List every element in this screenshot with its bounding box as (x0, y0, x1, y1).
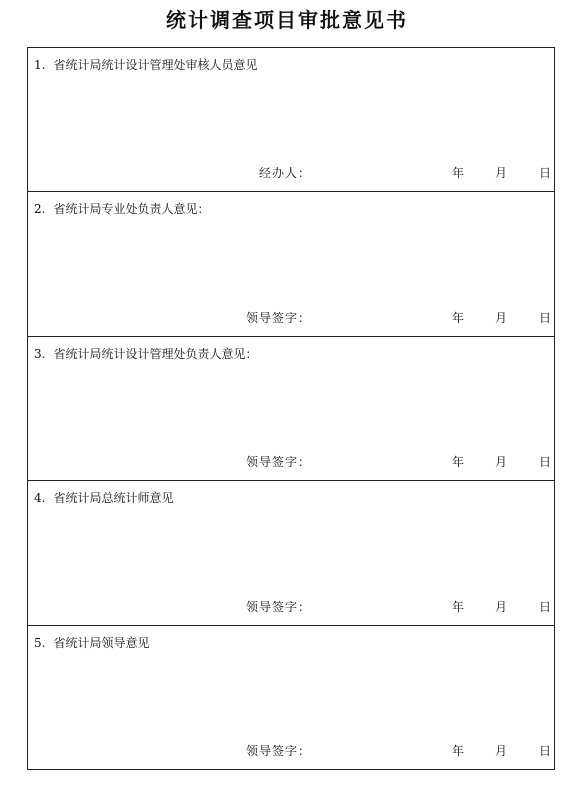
date-day-label: 日 (539, 310, 552, 325)
date-year-label: 年 (452, 744, 465, 759)
signer-label: 领导签字： (245, 599, 311, 614)
opinion-section-chief-statistician (28, 481, 554, 625)
section-heading-text: 省统计局专业处负责人意见： (53, 202, 210, 217)
opinion-section-bureau-leader (28, 626, 554, 769)
section-heading-text: 省统计局统计设计管理处负责人意见： (53, 346, 258, 361)
signature-row (28, 454, 554, 470)
section-heading-text: 省统计局总统计师意见 (53, 491, 174, 506)
section-number: 3. (34, 346, 46, 361)
date-day-label: 日 (539, 744, 552, 759)
section-heading-text: 省统计局领导意见 (53, 635, 150, 650)
date-month-label: 月 (495, 310, 508, 325)
date-year-label: 年 (452, 455, 465, 470)
opinion-section-design-reviewer (28, 48, 554, 192)
section-heading (34, 201, 209, 217)
section-heading (34, 635, 149, 651)
section-number: 1. (34, 58, 46, 72)
date-month-label: 月 (495, 744, 508, 759)
section-heading-text: 省统计局统计设计管理处审核人员意见 (53, 58, 258, 72)
date-year-label: 年 (452, 599, 465, 614)
date-day-label: 日 (539, 166, 552, 181)
signer-label: 领导签字： (245, 455, 311, 470)
section-number: 2. (34, 202, 46, 217)
signer-label: 领导签字： (245, 744, 311, 759)
signature-row (28, 310, 554, 326)
approval-form-table (27, 47, 555, 770)
opinion-section-design-division-head (28, 337, 554, 481)
section-heading (34, 57, 257, 73)
date-month-label: 月 (495, 455, 508, 470)
signature-row (28, 743, 554, 759)
section-heading (34, 346, 257, 362)
section-heading (34, 490, 173, 506)
section-number: 5. (34, 635, 46, 650)
signer-label: 领导签字： (245, 310, 311, 325)
date-month-label: 月 (495, 599, 508, 614)
signer-label: 经办人： (258, 166, 311, 181)
date-day-label: 日 (539, 599, 552, 614)
section-number: 4. (34, 491, 46, 506)
signature-row (28, 165, 554, 181)
signature-row (28, 599, 554, 615)
date-year-label: 年 (452, 166, 465, 181)
date-year-label: 年 (452, 310, 465, 325)
date-month-label: 月 (495, 166, 508, 181)
document-title: 统计调查项目审批意见书 (166, 8, 408, 32)
opinion-section-specialty-division-head (28, 192, 554, 336)
date-day-label: 日 (539, 455, 552, 470)
